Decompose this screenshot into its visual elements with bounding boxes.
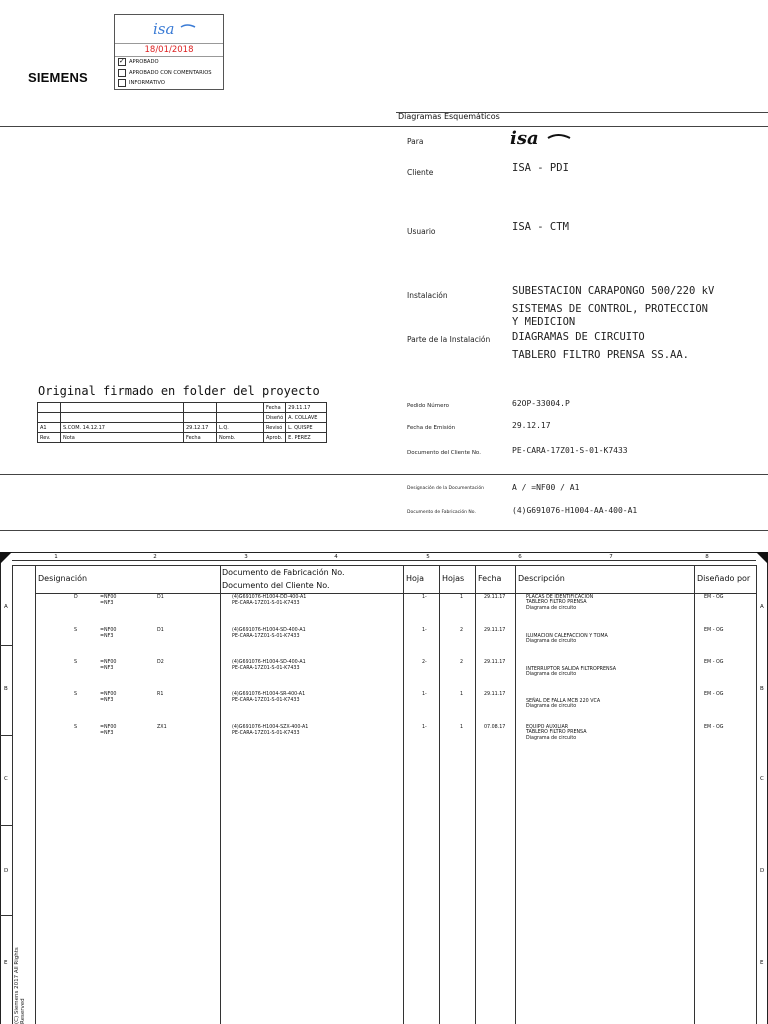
header-doc-fab: Documento de Fabricación No. — [222, 568, 345, 577]
parte-line: Y MEDICION — [512, 316, 576, 328]
isa-logo — [508, 126, 578, 154]
divider — [0, 474, 768, 475]
header-descripcion: Descripción — [518, 574, 565, 583]
doc-type: Diagramas Esquemáticos — [398, 112, 500, 121]
grid-line — [0, 915, 12, 916]
rev-number: A1 — [38, 423, 61, 433]
designacion-doc-value: A / =NF00 / A1 — [512, 483, 580, 492]
header-doc-cli: Documento del Cliente No. — [222, 581, 330, 590]
rev-head: Fecha — [184, 433, 217, 443]
stamp-option-aprobado[interactable]: ✓ APROBADO — [115, 57, 223, 68]
parte-line: SISTEMAS DE CONTROL, PROTECCION — [512, 303, 708, 315]
drawing-sheet — [0, 552, 768, 1024]
rev-diseno-label: Diseñó — [264, 413, 286, 423]
corner-mark — [756, 552, 768, 564]
column-number: 4 — [334, 554, 338, 560]
rev-reviso-label: Revisó — [264, 423, 286, 433]
row-letter: E — [760, 960, 764, 966]
grid-line — [756, 565, 757, 1024]
row-letter: C — [760, 776, 764, 782]
rev-note: S.COM. 14.12.17 — [61, 423, 184, 433]
stamp-date: 18/01/2018 — [115, 43, 223, 57]
rev-head: Rev. — [38, 433, 61, 443]
header-designacion: Designación — [38, 574, 88, 583]
grid-line — [439, 565, 440, 1024]
isa-logo — [115, 15, 223, 43]
stamp-option-aprobado-comentarios[interactable]: APROBADO CON COMENTARIOS — [115, 68, 223, 79]
pedido-value: 62OP-33004.P — [512, 399, 570, 408]
grid-line — [0, 645, 12, 646]
column-number: 7 — [609, 554, 613, 560]
grid-line — [35, 593, 756, 594]
grid-line — [12, 565, 756, 566]
column-number: 2 — [153, 554, 157, 560]
fecha-emision-label: Fecha de Emisión — [407, 425, 456, 431]
revision-table — [37, 402, 327, 443]
svg-text:isa: isa — [510, 128, 539, 149]
doc-cliente-label: Documento del Cliente No. — [407, 450, 481, 456]
divider — [0, 126, 768, 127]
grid-line — [475, 565, 476, 1024]
corner-mark — [0, 552, 12, 564]
row-letter: A — [4, 604, 8, 610]
copyright: (C) Siemens 2017 All Rights Reserved — [14, 947, 26, 1024]
rev-reviso: L. QUISPE — [286, 423, 327, 433]
divider — [0, 530, 768, 531]
grid-line — [515, 565, 516, 1024]
approval-stamp — [114, 14, 224, 90]
doc-fabricacion-value: (4)G691076-H1004-AA-400-A1 — [512, 506, 638, 515]
usuario-value: ISA - CTM — [512, 221, 569, 233]
stamp-option-informativo[interactable]: INFORMATIVO — [115, 78, 223, 89]
grid-line — [12, 565, 13, 1024]
parte-line: DIAGRAMAS DE CIRCUITO — [512, 331, 645, 343]
rev-fecha-label: Fecha — [264, 403, 286, 413]
original-note: Original firmado en folder del proyecto — [38, 384, 320, 398]
row-letter: B — [4, 686, 8, 692]
doc-fabricacion-label: Documento de Fabricación No. — [407, 510, 476, 515]
siemens-logo: SIEMENS — [28, 70, 88, 85]
rev-aprob: E. PEREZ — [286, 433, 327, 443]
cliente-label: Cliente — [407, 168, 434, 177]
rev-fecha: 29.11.17 — [286, 403, 327, 413]
pedido-label: Pedido Número — [407, 403, 449, 409]
row-letter: D — [4, 868, 9, 874]
rev-diseno: A. COLLAVE — [286, 413, 327, 423]
svg-text:isa: isa — [153, 20, 175, 38]
header-fecha: Fecha — [478, 574, 502, 583]
rev-head: Nota — [61, 433, 184, 443]
row-letter: E — [4, 960, 8, 966]
grid-line — [694, 565, 695, 1024]
grid-line — [0, 825, 12, 826]
row-letter: B — [760, 686, 764, 692]
instalacion-value: SUBESTACION CARAPONGO 500/220 kV — [512, 285, 715, 297]
parte-line: TABLERO FILTRO PRENSA SS.AA. — [512, 349, 690, 361]
instalacion-label: Instalación — [407, 291, 448, 300]
rev-aprob-label: Aprob. — [264, 433, 286, 443]
column-number: 3 — [244, 554, 248, 560]
para-label: Para — [407, 137, 424, 146]
checkbox-checked-icon[interactable] — [118, 58, 126, 66]
column-number: 1 — [54, 554, 58, 560]
grid-line — [220, 565, 221, 1024]
cliente-value: ISA - PDI — [512, 162, 569, 174]
grid-line — [0, 735, 12, 736]
column-number: 6 — [518, 554, 522, 560]
column-number: 8 — [705, 554, 709, 560]
designacion-doc-label: Designación de la Documentación — [407, 486, 484, 491]
row-letter: C — [4, 776, 8, 782]
row-letter: A — [760, 604, 764, 610]
usuario-label: Usuario — [407, 227, 436, 236]
rev-head: Nomb. — [217, 433, 264, 443]
fecha-emision-value: 29.12.17 — [512, 421, 551, 430]
grid-line — [12, 560, 756, 561]
header-hojas: Hojas — [442, 574, 465, 583]
rev-date: 29.12.17 — [184, 423, 217, 433]
checkbox-icon[interactable] — [118, 69, 126, 77]
grid-line — [35, 565, 36, 1024]
grid-line — [403, 565, 404, 1024]
rev-name: L.Q. — [217, 423, 264, 433]
header-disenado: Diseñado por — [697, 574, 751, 583]
checkbox-icon[interactable] — [118, 79, 126, 87]
header-hoja: Hoja — [406, 574, 425, 583]
parte-label: Parte de la Instalación — [407, 335, 491, 344]
doc-cliente-value: PE-CARA-17Z01-S-01-K7433 — [512, 446, 628, 455]
row-letter: D — [760, 868, 765, 874]
column-number: 5 — [426, 554, 430, 560]
